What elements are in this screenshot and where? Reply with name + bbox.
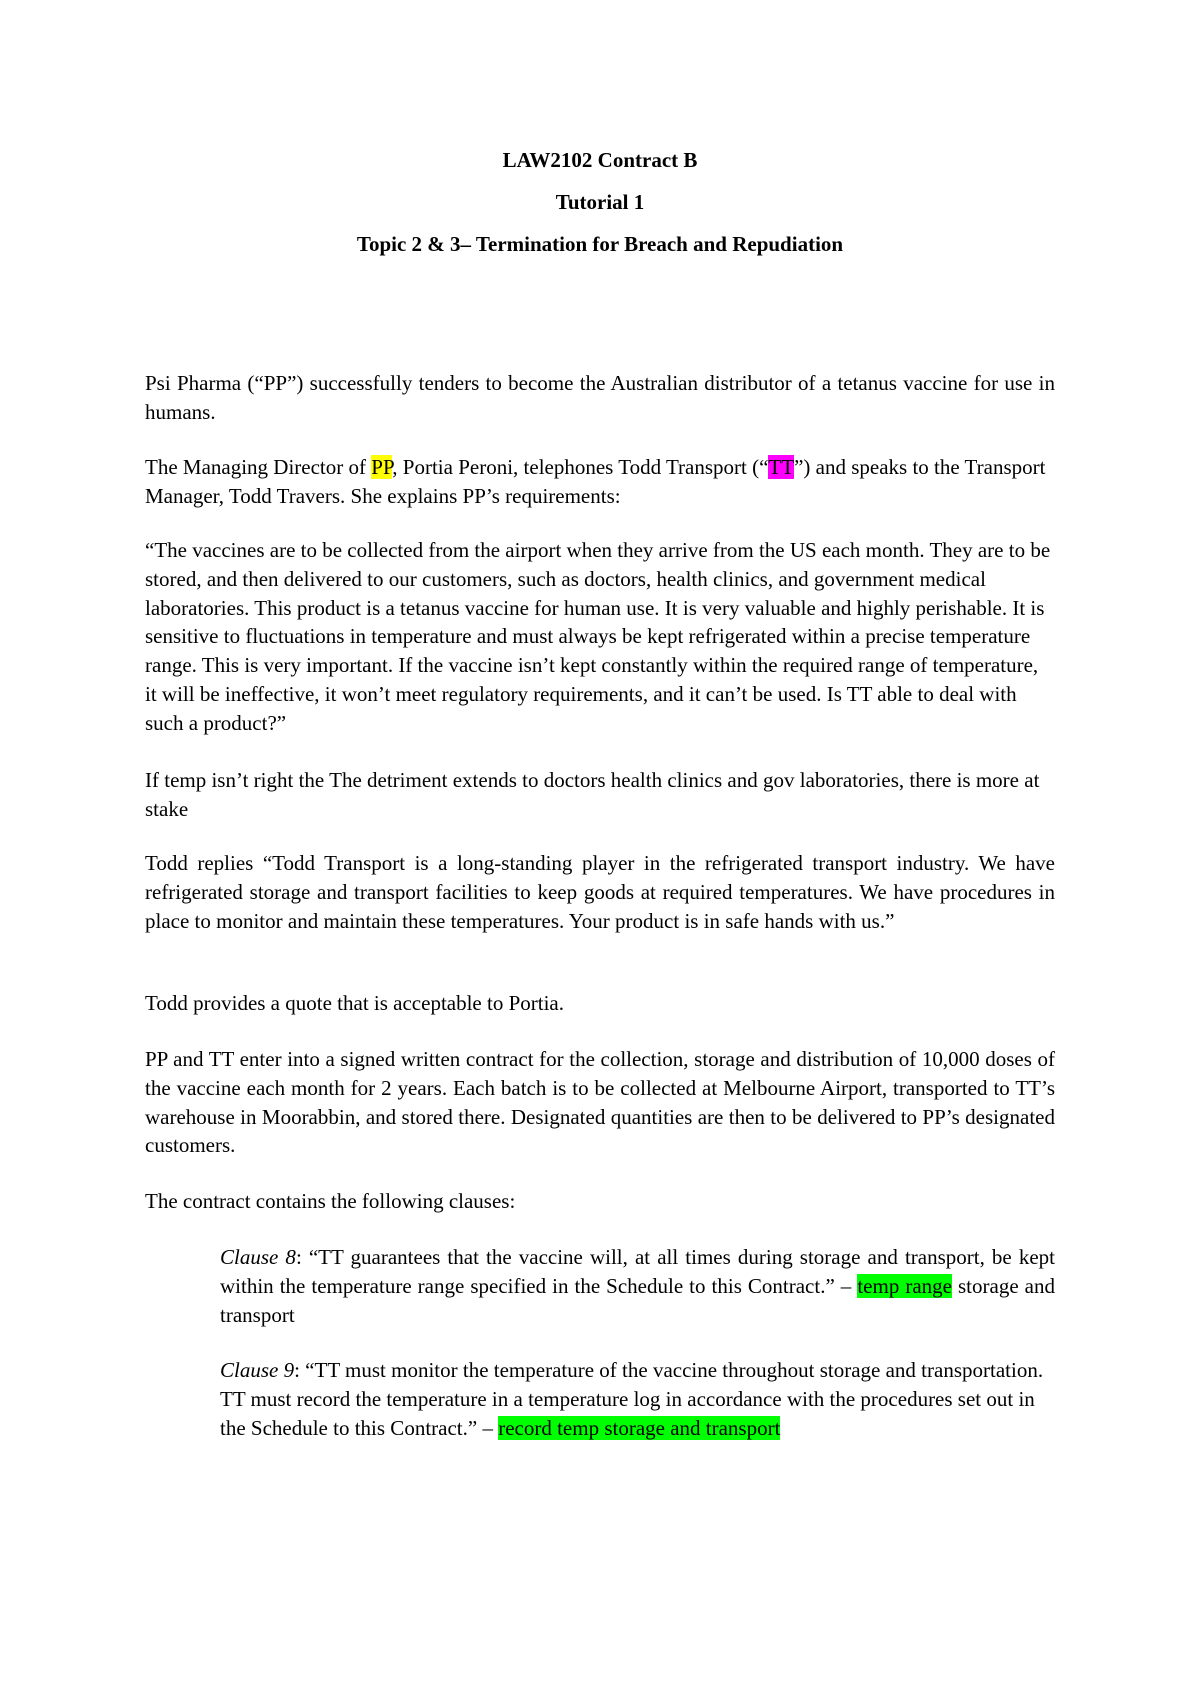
clause-tail: storage and transport xyxy=(220,1273,1055,1327)
tutorial-title: Tutorial 1 xyxy=(555,190,645,214)
call-text-b: , Portia Peroni, telephones Todd Transport (“ xyxy=(392,455,769,479)
todd-reply-paragraph: Todd replies “Todd Transport is a long-standing player in the refrigerated transport industry. We have refrigerated storage and transport facilities to keep goods at required temperatures. We have procedures in place to monitor and maintain these temperatures. Your product is in safe hands with us.” xyxy=(145,851,1055,933)
clause-label: Clause 8 xyxy=(220,1245,296,1269)
contract-paragraph: PP and TT enter into a signed written contract for the collection, storage and distribution of 10,000 doses of the vaccine each month for 2 years. Each batch is to be collected at Melbourne Airport, transported to TT’s warehouse in Moorabbin, and stored there. Designated quantities are then to be delivered to PP’s designated customers. xyxy=(145,1047,1055,1158)
clauses-intro: The contract contains the following clauses: xyxy=(145,1189,516,1213)
tt-highlight: TT xyxy=(768,455,795,479)
clause-8 xyxy=(220,1243,1055,1329)
phone-call-paragraph xyxy=(145,453,1055,511)
pp-highlight: PP xyxy=(371,455,393,479)
handwritten-note: If temp isn’t right the The detriment extends to doctors health clinics and gov laboratories, there is more at stake xyxy=(145,768,1040,821)
call-text-a: The Managing Director of xyxy=(145,455,372,479)
clause-label: Clause 9 xyxy=(220,1358,295,1382)
quote-accepted-paragraph: Todd provides a quote that is acceptable to Portia. xyxy=(145,991,564,1015)
call-text-c: ”) and speaks to the Transport Manager, Todd Travers. She explains PP’s requirements: xyxy=(145,455,1046,508)
requirements-quote: “The vaccines are to be collected from the airport when they arrive from the US each month. They are to be stored, and then delivered to our customers, such as doctors, health clinics, and government medical laboratories. This product is a tetanus vaccine for human use. It is very valuable and highly perishable. It is sensitive to fluctuations in temperature and must always be kept refrigerated within a precise temperature range. This is very important. If the vaccine isn’t kept constantly within the required range of temperature, it will be ineffective, it won’t meet regulatory requirements, and it can’t be used. Is TT able to deal with such a product?” xyxy=(145,538,1051,735)
course-title: LAW2102 Contract B xyxy=(502,148,698,172)
topic-title: Topic 2 & 3– Termination for Breach and Repudiation xyxy=(356,232,844,256)
clause-text: : “TT must monitor the temperature of the vaccine throughout storage and transportation. TT must record the temperature in a temperature log in accordance with the procedures set out in the Schedule to this Contract.” – xyxy=(220,1358,1044,1440)
clause-highlight: temp range xyxy=(857,1273,952,1298)
clause-9 xyxy=(220,1356,1055,1442)
clause-text: : “TT guarantees that the vaccine will, at all times during storage and transport, be kept within the temperature range specified in the Schedule to this Contract.” – xyxy=(220,1245,1056,1298)
clause-highlight: record temp storage and transport xyxy=(498,1415,781,1440)
intro-paragraph: Psi Pharma (“PP”) successfully tenders to become the Australian distributor of a tetanus vaccine for use in humans. xyxy=(145,371,1055,424)
